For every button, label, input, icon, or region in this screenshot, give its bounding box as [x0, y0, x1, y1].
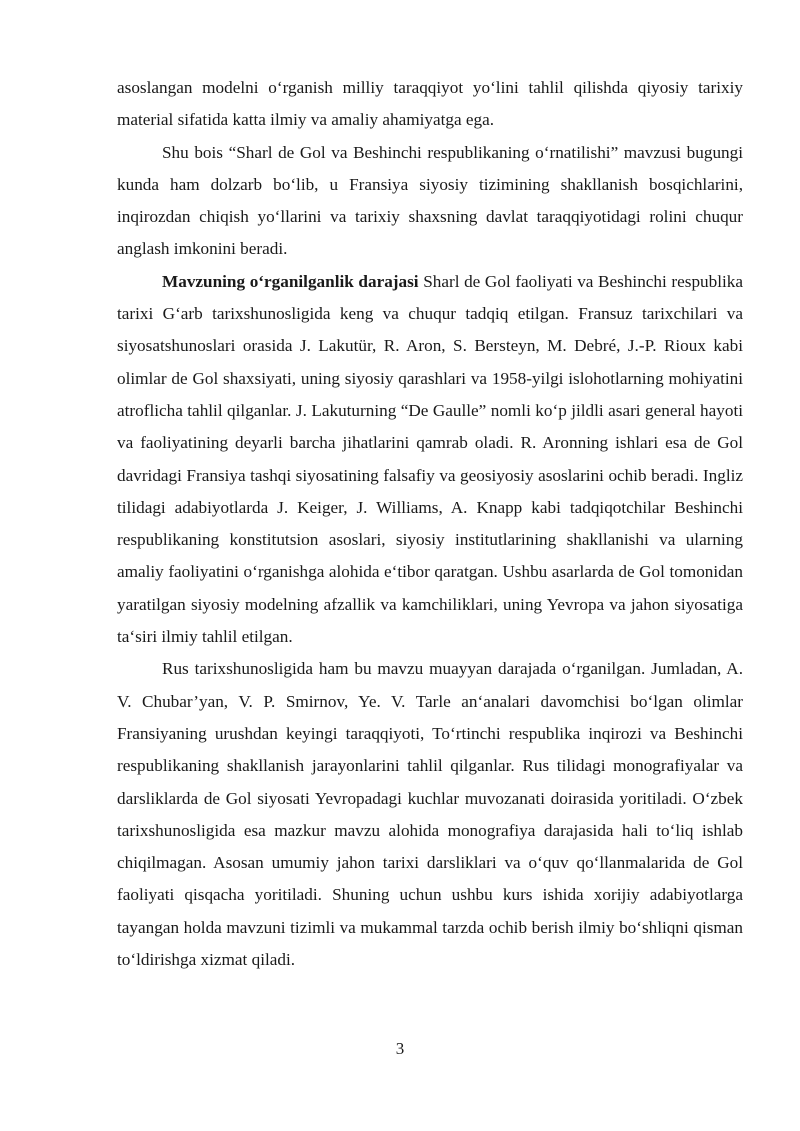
paragraph-continuation: [117, 72, 743, 137]
paragraph-relevance: [117, 137, 743, 266]
paragraph-study-level: [117, 266, 743, 654]
paragraph-text: asoslangan modelni o‘rganish milliy taraqqiyot yo‘lini tahlil qilishda qiyosiy tarixiy material sifatida katta ilmiy va amaliy ahamiyatga ega.: [117, 78, 743, 130]
paragraph-lead-heading: Mavzuning o‘rganilganlik darajasi: [162, 271, 419, 291]
paragraph-russian-historiography: [117, 653, 743, 976]
page-body: [117, 72, 743, 976]
page-number: 3: [395, 1039, 405, 1058]
paragraph-text: Rus tarixshunosligida ham bu mavzu muayyan darajada o‘rganilgan. Jumladan, A. V. Chubar’yan, V. P. Smirnov, Ye. V. Tarle an‘analari davomchisi bo‘lgan olimlar Fransiyaning urushdan keyingi taraqqiyoti, To‘rtinchi respublika inqirozi va Beshinchi respublikaning shakllanish jarayonlarini tahlil qilganlar. Rus tilidagi monografiyalar va darsliklarda de Gol siyosati Yevropadagi kuchlar muvozanati doirasida yoritiladi. O‘zbek tarixshunosligida esa mazkur mavzu alohida monografiya darajasida hali to‘liq ishlab chiqilmagan. Asosan umumiy jahon tarixi darsliklari va o‘quv qo‘llanmalarida de Gol faoliyati qisqacha yoritiladi. Shuning uchun ushbu kurs ishida xorijiy adabiyotlarga tayangan holda mavzuni tizimli va mukammal tarzda ochib berish ilmiy bo‘shliqni qisman to‘ldirishga xizmat qiladi.: [117, 659, 743, 970]
paragraph-text: Shu bois “Sharl de Gol va Beshinchi respublikaning o‘rnatilishi” mavzusi bugungi kunda ham dolzarb bo‘lib, u Fransiya siyosiy tizimining shakllanish bosqichlarini, inqirozdan chiqish yo‘llarini va tarixiy shaxsning davlat taraqqiyotidagi rolini chuqur anglash imkonini beradi.: [117, 142, 743, 259]
paragraph-text: Sharl de Gol faoliyati va Beshinchi respublika tarixi G‘arb tarixshunosligida keng va chuqur tadqiq etilgan. Fransuz tarixchilari va siyosatshunoslari orasida J. Lakutür, R. Aron, S. Bersteyn, M. Debré, J.-P. Rioux kabi olimlar de Gol shaxsiyati, uning siyosiy qarashlari va 1958-yilgi islohotlarning mohiyatini atroflicha tahlil qilganlar. J. Lakuturning “De Gaulle” nomli ko‘p jildli asari general hayoti va faoliyatining deyarli barcha jihatlarini qamrab oladi. R. Aronning ishlari esa de Gol davridagi Fransiya tashqi siyosatining falsafiy va geosiyosiy asoslarini ochib beradi. Ingliz tilidagi adabiyotlarda J. Keiger, J. Williams, A. Knapp kabi tadqiqotchilar Beshinchi respublikaning konstitutsion asoslari, siyosiy institutlarining shakllanishi va ularning amaliy faoliyatini o‘rganishga alohida e‘tibor qaratgan. Ushbu asarlarda de Gol tomonidan yaratilgan siyosiy modelning afzallik va kamchiliklari, uning Yevropa va jahon siyosatiga ta‘siri ilmiy tahlil etilgan.: [117, 271, 743, 647]
